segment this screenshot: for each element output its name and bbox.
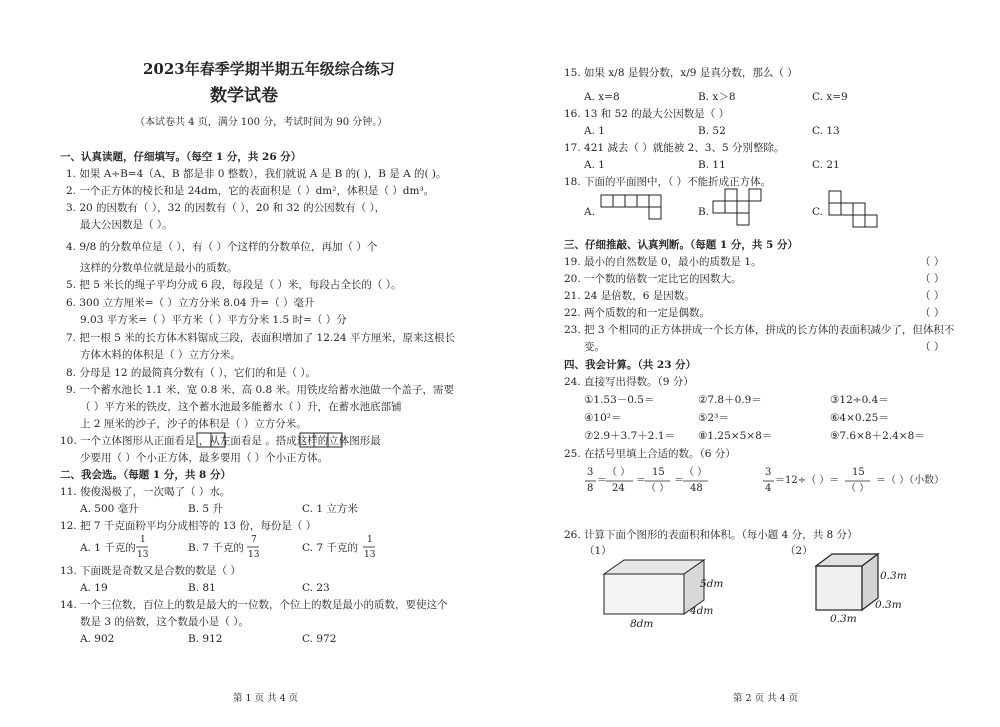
fraction-a-den: 13: [137, 550, 149, 560]
cube-figure: [814, 552, 884, 612]
eq1-num-3: 15: [652, 467, 665, 478]
q25-fraction-bars: [500, 480, 1000, 483]
eq1-den-1: 8: [587, 483, 594, 494]
question-4-line2: 这样的分数单位就是最小的质数。: [80, 262, 238, 274]
exam-title: 2023年春季学期半期五年级综合练习: [143, 60, 395, 78]
question-10-line1: 10. 一个立体图形从正面看是 ，从左面看是 。搭成这样的立体图形最: [60, 435, 381, 447]
exam-subject: 数学试卷: [210, 86, 278, 106]
question-13: 13. 下面既是奇数又是合数的数是（ ）: [60, 565, 241, 577]
calc-2: ②7.8＋0.9＝: [698, 394, 762, 406]
eq2-tail: ＝（ ）（小数）: [876, 475, 945, 486]
eq2-num-1: 3: [765, 467, 772, 478]
question-5: 5. 把 5 米长的绳子平均分成 6 段，每段是（ ）米，每段占全长的（ ）。: [66, 279, 402, 291]
question-17: 17. 421 减去（ ）就能被 2、3、5 分别整除。: [564, 142, 785, 154]
question-23-line1: 23. 把 3 个相同的正方体拼成一个长方体，拼成的长方体的表面积减少了，但体积不: [564, 324, 955, 336]
question-19: 19. 最小的自然数是 0，最小的质数是 1。: [564, 256, 762, 268]
judge-21: （ ）: [920, 290, 945, 302]
eq1-num-2: （ ）: [607, 467, 631, 478]
question-6-line2: 9.03 平方米=（ ）平方米（ ）平方分米 1.5 时=（ ）分: [80, 314, 347, 326]
judge-19: （ ）: [920, 256, 945, 268]
question-9-line2: （ ）平方米的铁皮，这个蓄水池最多能蓄水（ ）升，在蓄水池底部铺: [80, 401, 402, 413]
question-10-line2: 少要用（ ）个小正方体，最多要用（ ）个小正方体。: [80, 452, 329, 464]
question-24: 24. 直接写出得数。（9 分）: [564, 376, 694, 388]
question-14-option-b: B. 912: [188, 633, 223, 645]
question-13-option-c: C. 23: [302, 582, 330, 594]
cube-height-label: 0.3m: [880, 570, 907, 582]
cube-depth-label: 0.3m: [875, 599, 902, 611]
question-11-option-b: B. 5 升: [188, 503, 223, 515]
judge-23: （ ）: [920, 341, 945, 353]
question-14-option-a: A. 902: [80, 633, 115, 645]
cube-width-label: 0.3m: [830, 613, 857, 625]
page-2-footer: 第 2 页 共 4 页: [733, 693, 799, 704]
net-figure-c: [828, 190, 880, 230]
calc-9: ⑨7.6×8＋2.4×8＝: [830, 430, 925, 442]
calc-4: ④10²＝: [584, 412, 622, 424]
question-11-option-a: A. 500 毫升: [80, 503, 139, 515]
exam-note: （本试卷共 4 页，满分 100 分，考试时间为 90 分钟。）: [135, 117, 388, 128]
question-18-option-b: B.: [698, 206, 710, 218]
question-17-option-a: A. 1: [584, 159, 605, 171]
question-14-line2: 数是 3 的倍数，这个数最小是（ ）。: [80, 616, 249, 628]
question-9-line1: 9. 一个蓄水池长 1.1 米、宽 0.8 米、高 0.8 米。用铁皮给蓄水池做一个盖子，需要: [66, 384, 454, 396]
fraction-c-den: 13: [364, 550, 376, 560]
question-13-option-b: B. 81: [188, 582, 216, 594]
question-15-option-a: A. x=8: [584, 91, 620, 103]
eq1-eq-3: ＝: [674, 475, 684, 486]
question-20: 20. 一个数的倍数一定比它的因数大。: [564, 273, 742, 285]
calc-5: ⑤2³＝: [698, 412, 729, 424]
question-3-line2: 最大公因数是（ ）。: [80, 219, 173, 231]
page-1-footer: 第 1 页 共 4 页: [233, 693, 299, 704]
question-21: 21. 24 是倍数，6 是因数。: [564, 290, 695, 302]
question-25: 25. 在括号里填上合适的数。（6 分）: [564, 448, 736, 460]
question-18-option-a: A.: [584, 206, 595, 218]
fraction-b-den: 13: [248, 550, 260, 560]
question-14-line1: 14. 一个三位数，百位上的数是最大的一位数，个位上的数是最小的质数，要使这个: [60, 599, 448, 611]
section-3-heading: 三、仔细推敲、认真判断。（每题 1 分，共 5 分）: [564, 239, 798, 251]
question-15: 15. 如果 x/8 是假分数，x/9 是真分数，那么（ ）: [564, 67, 798, 79]
eq2-num-2: 15: [852, 467, 865, 478]
question-7-line1: 7. 把一根 5 米的长方体木料锯成三段，表面积增加了 12.24 平方厘米，原来这根长: [66, 332, 455, 344]
question-16-option-b: B. 52: [698, 125, 726, 137]
question-23-line2: 变。: [584, 341, 605, 353]
question-1: 1. 如果 A÷B=4（A、B 都是非 0 整数），我们就说 A 是 B 的( )，B 是 A 的( )。: [66, 168, 447, 180]
eq1-eq-2: ＝: [636, 475, 646, 486]
question-9-line3: 上 2 厘米的沙子，沙子的体积是（ ）立方分米。: [80, 418, 307, 430]
left-view-figure: [299, 432, 343, 448]
fraction-c-num: 1: [367, 535, 373, 545]
section-2-heading: 二、我会选。（每题 1 分，共 8 分）: [60, 469, 231, 481]
question-18: 18. 下面的平面图中，（ ）不能折成正方体。: [564, 176, 772, 188]
cuboid-height-label: 5dm: [700, 578, 724, 590]
question-14-option-c: C. 972: [302, 633, 337, 645]
question-7-line2: 方体木料的体积是（ ）立方分米。: [80, 349, 241, 361]
question-17-option-c: C. 21: [812, 159, 840, 171]
calc-8: ⑧1.25×5×8＝: [698, 430, 773, 442]
fraction-b-num: 7: [251, 535, 257, 545]
net-figure-a: [600, 194, 670, 226]
question-12-option-b: B. 7 千克的: [188, 542, 244, 554]
page-2: [500, 0, 1000, 727]
eq2-den-2: （ ）: [846, 483, 870, 494]
question-3-line1: 3. 20 的因数有（ ），32 的因数有（ ），20 和 32 的公因数有（ ），: [66, 202, 386, 214]
eq1-den-4: 48: [690, 483, 703, 494]
question-17-option-b: B. 11: [698, 159, 726, 171]
eq1-den-3: （ ）: [646, 483, 670, 494]
question-16-option-c: C. 13: [812, 125, 840, 137]
eq1-num-4: （ ）: [684, 467, 708, 478]
judge-22: （ ）: [920, 307, 945, 319]
front-view-figure: [196, 432, 228, 448]
calc-7: ⑦2.9＋3.7＋2.1＝: [584, 430, 676, 442]
eq1-eq-1: ＝: [597, 475, 607, 486]
question-11-option-c: C. 1 立方米: [302, 503, 358, 515]
net-figure-b: [712, 188, 764, 228]
eq2-den-1: 4: [765, 483, 772, 494]
question-12: 12. 把 7 千克面粉平均分成相等的 13 份，每份是（ ）: [60, 520, 317, 532]
question-4-line1: 4. 9/8 的分数单位是（ ），有（ ）个这样的分数单位，再加（ ）个: [66, 241, 378, 253]
cuboid-length-label: 8dm: [630, 618, 654, 630]
question-16-option-a: A. 1: [584, 125, 605, 137]
eq1-num-1: 3: [587, 467, 594, 478]
question-2: 2. 一个正方体的棱长和是 24dm，它的表面积是（ ）dm²，体积是（ ）dm³。: [66, 185, 435, 197]
question-11: 11. 俊俊渴极了，一次喝了（ ）水。: [60, 486, 231, 498]
fraction-bars: [0, 546, 500, 549]
figure-1-label: （1）: [584, 545, 612, 557]
question-12-option-a: A. 1 千克的: [80, 542, 136, 554]
question-16: 16. 13 和 52 的最大公因数是（ ）: [564, 108, 730, 120]
question-12-option-c: C. 7 千克的: [302, 542, 358, 554]
question-6-line1: 6. 300 立方厘米=（ ）立方分米 8.04 升=（ ）毫升: [66, 297, 315, 309]
question-13-option-a: A. 19: [80, 582, 108, 594]
cuboid-width-label: 4dm: [690, 605, 714, 617]
question-15-option-b: B. x＞8: [698, 91, 736, 103]
question-15-option-c: C. x=9: [812, 91, 848, 103]
calc-1: ①1.53－0.5＝: [584, 394, 655, 406]
eq1-den-2: 24: [612, 483, 625, 494]
question-22: 22. 两个质数的和一定是偶数。: [564, 307, 711, 319]
figure-2-label: （2）: [785, 545, 813, 557]
calc-3: ③12÷0.4＝: [830, 394, 889, 406]
eq2-mid: ＝12÷（ ）＝: [775, 475, 840, 486]
fraction-a-num: 1: [140, 535, 146, 545]
section-4-heading: 四、我会计算。（共 23 分）: [564, 359, 697, 371]
question-18-option-c: C.: [812, 206, 823, 218]
judge-20: （ ）: [920, 273, 945, 285]
question-8: 8. 分母是 12 的最简真分数有（ ），它们的和是（ ）。: [66, 367, 317, 379]
question-26: 26. 计算下面个图形的表面积和体积。（每小题 4 分，共 8 分）: [564, 529, 858, 541]
section-1-heading: 一、认真读题，仔细填写。（每空 1 分，共 26 分）: [60, 151, 302, 163]
calc-6: ⑥4×0.25＝: [830, 412, 889, 424]
